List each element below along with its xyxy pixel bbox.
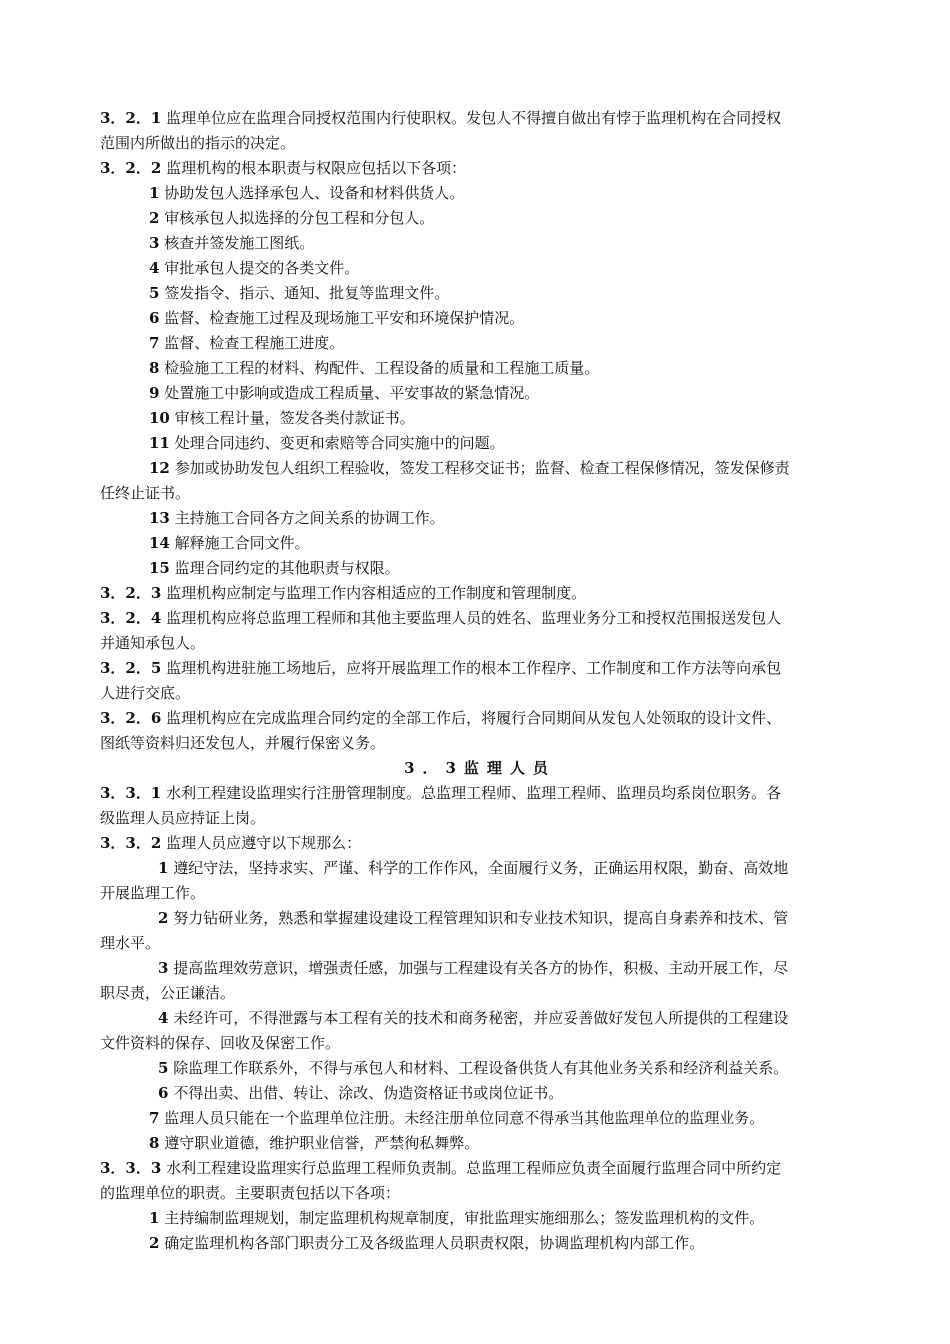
clause-line: [100, 806, 860, 831]
clause-number: 3．3．3: [100, 1159, 162, 1177]
item-number: 2: [149, 1234, 160, 1252]
item-number: 7: [149, 334, 160, 352]
item-number: 7: [149, 1109, 160, 1127]
list-item-line: [100, 181, 860, 206]
item-number: 15: [149, 559, 170, 577]
list-item-line: [100, 256, 860, 281]
list-item-line: [100, 506, 860, 531]
clause-text: 水利工程建设监理实行注册管理制度。总监理工程师、监理工程师、监理员均系岗位职务。各: [166, 784, 782, 802]
list-item-line: [100, 1056, 860, 1081]
list-item-line: [100, 1006, 860, 1031]
clause-line: [100, 706, 860, 731]
list-item-line: [100, 931, 860, 956]
clause-text: 除监理工作联系外，不得与承包人和材料、工程设备供货人有其他业务关系和经济利益关系。: [173, 1059, 789, 1077]
clause-text: 努力钻研业务，熟悉和掌握建设建设工程管理知识和专业技术知识，提高自身素养和技术、管: [173, 909, 789, 927]
clause-text: 处理合同违约、变更和索赔等合同实施中的问题。: [174, 434, 505, 452]
item-number: 14: [149, 534, 170, 552]
clause-text: 核查并签发施工图纸。: [164, 234, 315, 252]
clause-text: 未经许可，不得泄露与本工程有关的技术和商务秘密，并应妥善做好发包人所提供的工程建设: [173, 1009, 789, 1027]
list-item-line: [100, 531, 860, 556]
clause-line: [100, 631, 860, 656]
clause-line: [100, 1181, 860, 1206]
clause-text: 主持施工合同各方之间关系的协调工作。: [174, 509, 445, 527]
clause-text: 审核工程计量，签发各类付款证书。: [174, 409, 415, 427]
clause-line: [100, 606, 860, 631]
clause-line: [100, 681, 860, 706]
clause-text: 开展监理工作。: [100, 884, 206, 902]
list-item-line: [100, 1081, 860, 1106]
clause-text: 监理单位应在监理合同授权范围内行使职权。发包人不得擅自做出有悖于监理机构在合同授权: [166, 109, 782, 127]
clause-line: [100, 106, 860, 131]
clause-text: 监理机构的根本职责与权限应包括以下各项：: [166, 159, 467, 177]
list-item-line: [100, 1131, 860, 1156]
item-number: 6: [158, 1084, 169, 1102]
item-number: 4: [158, 1009, 169, 1027]
item-number: 8: [149, 359, 160, 377]
document-body: [100, 106, 860, 1256]
clause-line: [100, 781, 860, 806]
item-number: 13: [149, 509, 170, 527]
list-item-line: [100, 981, 860, 1006]
list-item-line: [100, 906, 860, 931]
list-item-line: [100, 956, 860, 981]
clause-number: 3．2．3: [100, 584, 162, 602]
clause-text: 水利工程建设监理实行总监理工程师负责制。总监理工程师应负责全面履行监理合同中所约定: [166, 1159, 782, 1177]
clause-line: [100, 731, 860, 756]
item-number: 8: [149, 1134, 160, 1152]
clause-text: 图纸等资料归还发包人，并履行保密义务。: [100, 734, 386, 752]
clause-text: 并通知承包人。: [100, 634, 206, 652]
list-item-line: [100, 1231, 860, 1256]
list-item-line: [100, 206, 860, 231]
list-item-line: [100, 456, 860, 481]
clause-text: 监督、检查施工过程及现场施工平安和环境保护情况。: [164, 309, 525, 327]
clause-text: 文件资料的保存、回收及保密工作。: [100, 1034, 341, 1052]
item-number: 1: [149, 1209, 160, 1227]
item-number: 2: [149, 209, 160, 227]
clause-line: [100, 656, 860, 681]
clause-text: 确定监理机构各部门职责分工及各级监理人员职责权限，协调监理机构内部工作。: [164, 1234, 705, 1252]
clause-text: 提高监理效劳意识，增强责任感，加强与工程建设有关各方的协作，积极、主动开展工作，尽: [173, 959, 789, 977]
item-number: 1: [149, 184, 160, 202]
clause-text: 监理合同约定的其他职责与权限。: [174, 559, 400, 577]
clause-text: 审核承包人拟选择的分包工程和分包人。: [164, 209, 435, 227]
clause-number: 3．2．2: [100, 159, 162, 177]
clause-text: 监理机构进驻施工场地后，应将开展监理工作的根本工作程序、工作制度和工作方法等向承包: [166, 659, 782, 677]
clause-text: 不得出卖、出借、转让、涂改、伪造资格证书或岗位证书。: [173, 1084, 564, 1102]
clause-line: [100, 1156, 860, 1181]
clause-text: 监理人员应遵守以下规那么：: [166, 834, 362, 852]
item-number: 3: [158, 959, 169, 977]
clause-number: 3．2．4: [100, 609, 162, 627]
clause-text: 任终止证书。: [100, 484, 191, 502]
clause-text: 审批承包人提交的各类文件。: [164, 259, 360, 277]
clause-text: 的监理单位的职责。主要职责包括以下各项：: [100, 1184, 401, 1202]
item-number: 6: [149, 309, 160, 327]
list-item-line: [100, 306, 860, 331]
item-number: 1: [158, 859, 169, 877]
item-number: 2: [158, 909, 169, 927]
clause-text: 参加或协助发包人组织工程验收，签发工程移交证书；监督、检查工程保修情况，签发保修责: [174, 459, 790, 477]
item-number: 5: [158, 1059, 169, 1077]
list-item-line: [100, 281, 860, 306]
clause-text: 监理机构应将总监理工程师和其他主要监理人员的姓名、监理业务分工和授权范围报送发包人: [166, 609, 782, 627]
item-number: 11: [149, 434, 170, 452]
list-item-line: [100, 481, 860, 506]
clause-text: 理水平。: [100, 934, 161, 952]
clause-text: 监理人员只能在一个监理单位注册。未经注册单位同意不得承当其他监理单位的监理业务。: [164, 1109, 765, 1127]
item-number: 3: [149, 234, 160, 252]
list-item-line: [100, 856, 860, 881]
list-item-line: [100, 331, 860, 356]
list-item-line: [100, 1106, 860, 1131]
item-number: 4: [149, 259, 160, 277]
list-item-line: [100, 381, 860, 406]
list-item-line: [100, 881, 860, 906]
list-item-line: [100, 1031, 860, 1056]
clause-line: [100, 581, 860, 606]
clause-text: 签发指令、指示、通知、批复等监理文件。: [164, 284, 450, 302]
item-number: 10: [149, 409, 170, 427]
clause-text: 级监理人员应持证上岗。: [100, 809, 266, 827]
clause-text: 范围内所做出的指示的决定。: [100, 134, 296, 152]
clause-text: 解释施工合同文件。: [174, 534, 310, 552]
list-item-line: [100, 431, 860, 456]
list-item-line: [100, 556, 860, 581]
clause-number: 3．3．1: [100, 784, 162, 802]
item-number: 9: [149, 384, 160, 402]
clause-number: 3．2．5: [100, 659, 162, 677]
clause-number: 3．2．6: [100, 709, 162, 727]
list-item-line: [100, 1206, 860, 1231]
section-heading: 3．3监理人员: [404, 759, 556, 777]
clause-number: 3．3．2: [100, 834, 162, 852]
clause-text: 处置施工中影响或造成工程质量、平安事故的紧急情况。: [164, 384, 540, 402]
clause-text: 协助发包人选择承包人、设备和材料供货人。: [164, 184, 465, 202]
clause-line: [100, 156, 860, 181]
item-number: 5: [149, 284, 160, 302]
clause-text: 监理机构应制定与监理工作内容相适应的工作制度和管理制度。: [166, 584, 587, 602]
clause-line: [100, 831, 860, 856]
clause-text: 监理机构应在完成监理合同约定的全部工作后，将履行合同期间从发包人处领取的设计文件、: [166, 709, 782, 727]
clause-text: 职尽责，公正谦洁。: [100, 984, 236, 1002]
clause-line: [100, 131, 860, 156]
clause-text: 遵纪守法，坚持求实、严谨、科学的工作作风，全面履行义务，正确运用权限，勤奋、高效地: [173, 859, 789, 877]
item-number: 12: [149, 459, 170, 477]
list-item-line: [100, 356, 860, 381]
list-item-line: [100, 231, 860, 256]
clause-text: 检验施工工程的材料、构配件、工程设备的质量和工程施工质量。: [164, 359, 600, 377]
clause-number: 3．2．1: [100, 109, 162, 127]
clause-text: 监督、检查工程施工进度。: [164, 334, 345, 352]
clause-text: 主持编制监理规划，制定监理机构规章制度，审批监理实施细那么；签发监理机构的文件。: [164, 1209, 765, 1227]
list-item-line: [100, 406, 860, 431]
clause-text: 人进行交底。: [100, 684, 191, 702]
clause-text: 遵守职业道德，维护职业信誉，严禁徇私舞弊。: [164, 1134, 480, 1152]
